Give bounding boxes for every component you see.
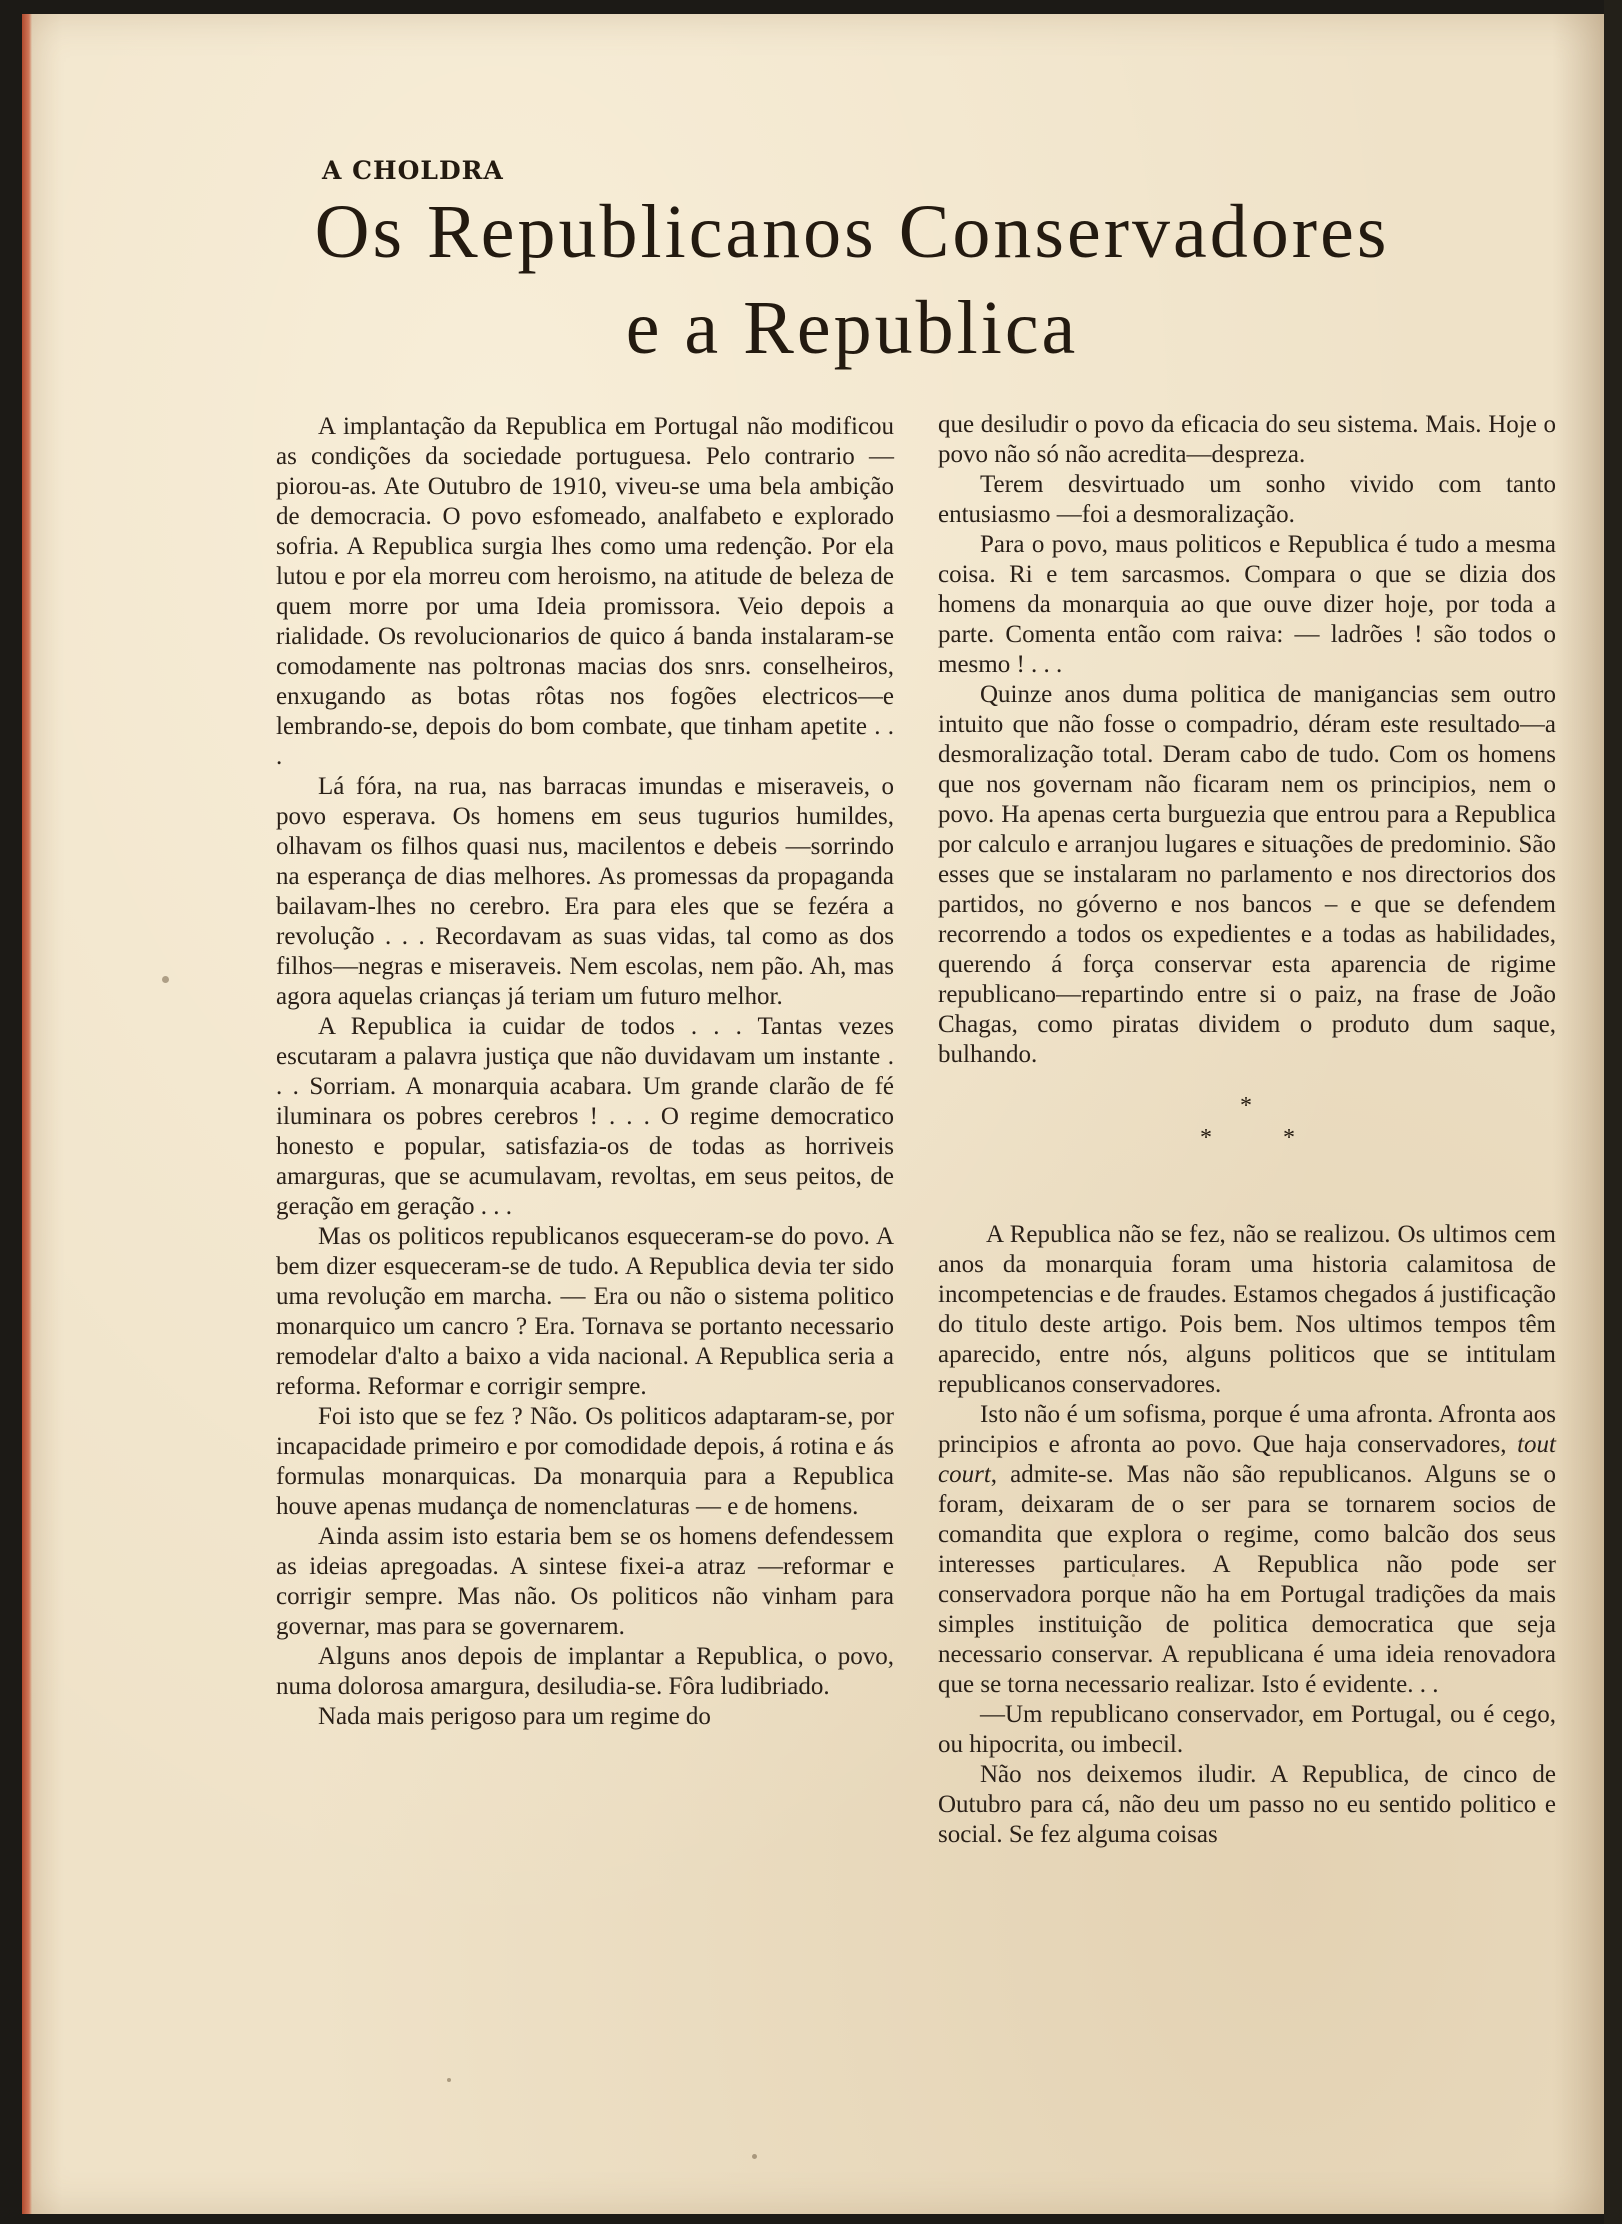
page-fold-shadow	[1604, 0, 1622, 2224]
paper-speck	[752, 2154, 757, 2159]
page-left-edge	[22, 14, 32, 2214]
italic-phrase: tout court	[938, 1431, 1556, 1488]
paragraph: Não nos deixemos iludir. A Republica, de cinco de Outubro para cá, não deu um passo no eu sentido politico e social. Se fez alguma coisas	[938, 1761, 1556, 1848]
separator-asterisk: *	[1200, 1125, 1212, 1151]
paragraph: Foi isto que se fez ? Não. Os politicos adaptaram-se, por incapacidade primeiro e por comodidade depois, á rotina e ás formulas monarquicas. Da monarquia para a Republica houve apenas mudança de nomenclaturas — e de homens.	[276, 1403, 894, 1520]
left-column	[276, 412, 894, 1732]
section-label: A CHOLDRA	[322, 156, 504, 185]
paragraph: Ainda assim isto estaria bem se os homens defendessem as ideias apregoadas. A sintese fixei-a atraz —reformar e corrigir sempre. Mas não. Os politicos não vinham para governar, mas para se governarem.	[276, 1523, 894, 1640]
separator-asterisk: *	[1283, 1125, 1295, 1151]
paragraph: Mas os politicos republicanos esqueceram-se do povo. A bem dizer esqueceram-se de tudo. A Republica devia ter sido uma revolução em marcha. — Era ou não o sistema politico monarquico um cancro ? Era. Tornava se portanto necessario remodelar d'alto a baixo a vida nacional. A Republica seria a reforma. Reformar e corrigir sempre.	[276, 1223, 894, 1400]
paragraph: Nada mais perigoso para um regime do	[318, 1703, 711, 1730]
page-sheet	[22, 14, 1604, 2214]
section-separator	[938, 1094, 1556, 1198]
paragraph	[938, 1400, 1556, 1700]
paragraph: A Republica ia cuidar de todos . . . Tantas vezes escutaram a palavra justiça que não duvidavam um instante . . . Sorriam. A monarquia acabara. Um grande clarão de fé iluminara os pobres cerebros ! . . . O regime democratico honesto e popular, satisfazia-os de todas as horriveis amarguras, que se acumulavam, revoltas, em seus peitos, de geração em geração . . .	[276, 1013, 894, 1220]
paragraph: Quinze anos duma politica de manigancias sem outro intuito que não fosse o compadrio, déram este resultado—a desmoralização total. Deram cabo de tudo. Com os homens que nos governam não ficaram nem os principios, nem o povo. Ha apenas certa burguezia que entrou para a Republica por calculo e arranjou lugares e situações de predominio. São esses que se instalaram no parlamento e nos directorios dos partidos, no góverno e nos bancos – e que se defendem recorrendo a todos os expedientes e a todas as habilidades, querendo á força conservar esta aparencia de rigime republicano—repartindo entre si o paiz, na frase de João Chagas, como piratas dividem o produto dum saque, bulhando.	[938, 681, 1556, 1068]
paragraph: Terem desvirtuado um sonho vivido com tanto entusiasmo —foi a desmoralização.	[938, 471, 1556, 528]
paper-speck	[447, 2078, 451, 2082]
paragraph: Alguns anos depois de implantar a Republica, o povo, numa dolorosa amargura, desiludia-se. Fôra ludibriado.	[276, 1643, 894, 1700]
paragraph-text: Isto não é um sofisma, porque é uma afronta. Afronta aos principios e afronta ao povo. Que haja conservadores,	[938, 1401, 1556, 1458]
paragraph: A Republica não se fez, não se realizou. Os ultimos cem anos da monarquia foram uma historia calamitosa de incompetencias e de fraudes. Estamos chegados á justificação do titulo deste artigo. Pois bem. Nos ultimos tempos têm aparecido, entre nós, alguns politicos que se intitulam republicanos conservadores.	[938, 1221, 1556, 1398]
article-title-line-1: Os Republicanos Conservadores	[314, 190, 1390, 274]
right-column	[938, 410, 1556, 1850]
paragraph: Para o povo, maus politicos e Republica é tudo a mesma coisa. Ri e tem sarcasmos. Compara o que se dizia dos homens da monarquia ao que ouve dizer hoje, por toda a parte. Comenta então com raiva: — ladrões ! são todos o mesmo ! . . .	[938, 531, 1556, 678]
paragraph-continued: que desiludir o povo da eficacia do seu sistema. Mais. Hoje o povo não só não acredita—despreza.	[938, 411, 1556, 468]
paragraph: A implantação da Republica em Portugal não modificou as condições da sociedade portuguesa. Pelo contrario — piorou-as. Ate Outubro de 1910, viveu-se uma bela ambição de democracia. O povo esfomeado, analfabeto e explorado sofria. A Republica surgia lhes como uma redenção. Por ela lutou e por ela morreu com heroismo, na atitude de beleza de quem morre por uma Ideia promissora. Veio depois a rialidade. Os revolucionarios de quico á banda instalaram-se comodamente nas poltronas macias dos snrs. conselheiros, enxugando as botas rôtas nos fogões electricos—e lembrando-se, depois do bom combate, que tinham apetite . . .	[276, 413, 894, 770]
paper-speck	[1132, 1574, 1135, 1577]
article-title-line-2: e a Republica	[625, 286, 1079, 370]
paragraph: —Um republicano conservador, em Portugal, ou é cego, ou hipocrita, ou imbecil.	[938, 1701, 1556, 1758]
paragraph: Lá fóra, na rua, nas barracas imundas e miseraveis, o povo esperava. Os homens em seus tugurios humildes, olhavam os filhos quasi nus, macilentos e debeis —sorrindo na esperança de dias melhores. As promessas da propaganda bailavam-lhes no cerebro. Era para eles que se fezéra a revolução . . . Recordavam as suas vidas, tal como as dos filhos—negras e miseraveis. Nem escolas, nem pão. Ah, mas agora aquelas crianças já teriam um futuro melhor.	[276, 773, 894, 1010]
separator-asterisk: *	[1240, 1093, 1252, 1119]
paragraph-text: , admite-se. Mas não são republicanos. Alguns se o foram, deixaram de o ser para se tornarem socios de comandita que explora o regime, como balcão dos seus interesses particulares. A Republica não pode ser conservadora porque não ha em Portugal tradições da mais simples instituição de politica democratica que seja necessario conservar. A republicana é uma ideia renovadora que se torna necessario realizar. Isto é evidente. . .	[938, 1461, 1556, 1698]
paper-speck	[162, 976, 169, 983]
